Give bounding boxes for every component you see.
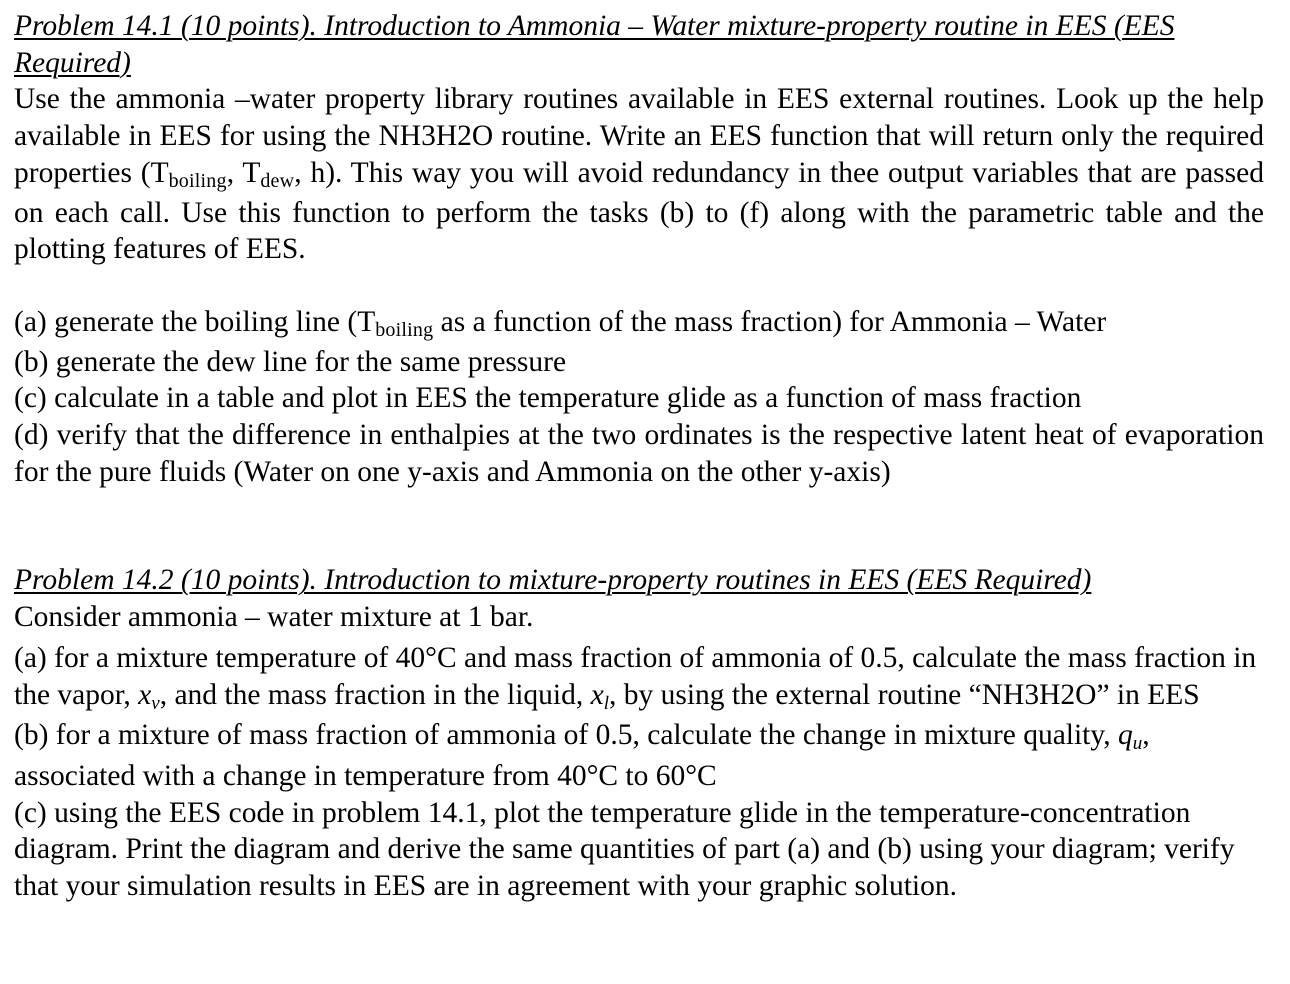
problem-14-1-item-c: (c) calculate in a table and plot in EES the temperature glide as a function of mass fraction xyxy=(14,382,1082,415)
problem-14-2-item-b: (b) for a mixture of mass fraction of ammonia of 0.5, calculate the change in mixture quality, qu, associated with a change in temperature from 40°C to 60°C xyxy=(14,719,1150,792)
problem-14-1-item-d: (d) verify that the difference in enthalpies at the two ordinates is the respective latent heat of evaporation for the pure fluids (Water on one y-axis and Ammonia on the other y-axis) xyxy=(14,419,1264,488)
problem-14-2-item-c: (c) using the EES code in problem 14.1, plot the temperature glide in the temperature-concentration diagram. Print the diagram and derive the same quantities of part (a) and (b) using your diagram; verify that your simulation results in EES are in agreement with your graphic solution. xyxy=(14,796,1235,903)
problem-14-1-intro: Use the ammonia –water property library routines available in EES external routines. Look up the help available in EES for using the NH3H2O routine. Write an EES function that will return only the required properties (Tboiling, Tdew, h). This way you will avoid redundancy in thee output variables that are passed on each call. Use this function to perform the tasks (b) to (f) along with the parametric table and the plotting features of EES. xyxy=(14,83,1264,266)
var-x-l: xl xyxy=(590,678,609,714)
var-q-u: qu xyxy=(1117,719,1143,755)
problem-14-2-item-a: (a) for a mixture temperature of 40°C and mass fraction of ammonia of 0.5, calculate the mass fraction in the vapor, xv, and the mass fraction in the liquid, xl, by using the external routine “NH3H2O” in EES xyxy=(14,641,1257,714)
problem-14-1-title: Problem 14.1 (10 points). Introduction to Ammonia – Water mixture-property routine in EES (EES Required) xyxy=(14,10,1175,79)
problem-14-2-intro: Consider ammonia – water mixture at 1 bar. xyxy=(14,601,534,634)
subscript-dew: dew xyxy=(260,169,295,192)
var-x-v: xv xyxy=(138,678,160,714)
subscript-boiling: boiling xyxy=(168,169,227,192)
document-page xyxy=(14,8,1264,905)
problem-14-2-title: Problem 14.2 (10 points). Introduction to mixture-property routines in EES (EES Required) xyxy=(14,564,1092,597)
problem-14-1-item-a: (a) generate the boiling line (Tboiling as a function of the mass fraction) for Ammonia – Water xyxy=(14,305,1107,341)
problem-14-1-item-b: (b) generate the dew line for the same pressure xyxy=(14,345,567,378)
subscript-boiling: boiling xyxy=(375,318,434,341)
